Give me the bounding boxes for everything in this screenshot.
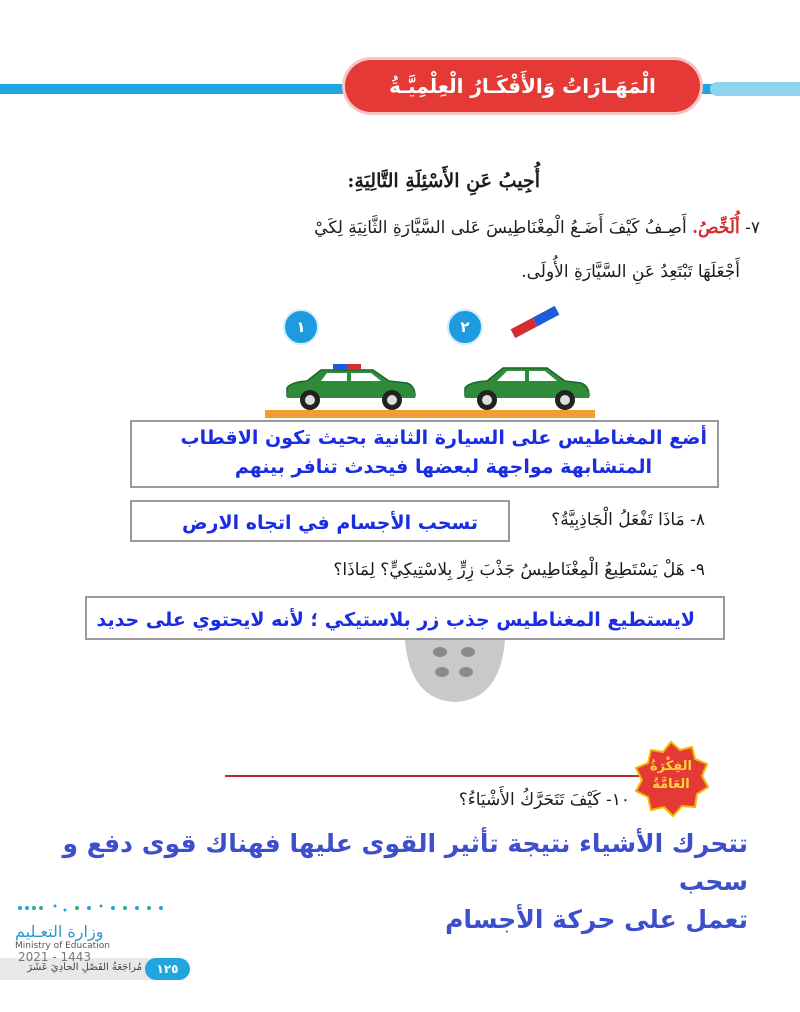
ministry-logo-dots-icon	[15, 902, 165, 914]
answer-9-box	[85, 596, 725, 640]
police-car-icon	[287, 364, 415, 410]
ministry-name-en: Ministry of Education	[15, 941, 110, 951]
answer-9-text: لايستطيع المغناطيس جذب زر بلاستيكي ؛ لأنه لايحتوي على حديد	[96, 609, 695, 631]
cars-figure	[255, 360, 605, 420]
big-idea-badge-line1: الفِكْرَةُ	[649, 759, 692, 774]
ministry-name-ar: وزارة التعـليم	[15, 922, 104, 941]
answer-10-line1: تتحرك الأشياء نتيجة تأثير القوى عليها فهناك قوى دفع و سحب	[62, 829, 748, 896]
answer-8-box	[130, 500, 510, 542]
question-8-number: ٨-	[690, 510, 705, 530]
bar-magnet-icon	[505, 305, 565, 340]
question-9	[185, 560, 705, 580]
page-number-text: ١٢٥	[156, 962, 179, 976]
footer-chapter: مُراجَعَةُ الفَصْلِ الحادِيَ عَشَرَ	[27, 962, 142, 973]
page-number	[145, 958, 190, 980]
green-car-icon	[465, 368, 589, 410]
car-1-marker	[283, 309, 319, 345]
question-10-text: كَيْفَ تَتَحَرَّكُ الأَشْيَاءُ؟	[458, 790, 601, 810]
plastic-button-icon	[400, 640, 510, 705]
big-idea-badge	[642, 758, 700, 794]
question-7-keyword: أُلَخِّصُ.	[692, 218, 740, 238]
car-1-label: ١	[296, 318, 306, 336]
answer-10-line2: تعمل على حركة الأجسام	[445, 905, 748, 934]
footer-year: 2021 - 1443	[18, 950, 92, 964]
track	[265, 410, 595, 418]
big-idea-rule	[225, 775, 650, 777]
header-rule-end	[710, 82, 800, 96]
question-10-number: ١٠-	[605, 790, 630, 810]
answer-7-box	[130, 420, 719, 488]
answer-8-text: تسحب الأجسام في اتجاه الارض	[182, 512, 478, 534]
answer-10	[28, 825, 748, 939]
question-7-number: ٧-	[745, 218, 760, 238]
question-9-text: هَلْ يَسْتَطِيعُ الْمِغْنَاطِيسُ جَذْبَ زِرٍّ بِلاسْتِيكِيٍّ؟ لِمَاذَا؟	[333, 560, 685, 580]
question-8-text: مَاذَا تَفْعَلُ الْجَاذِبِيَّةُ؟	[551, 510, 685, 530]
instructions: أُجِيبُ عَنِ الأَسْئِلَةِ التَّالِيَةِ:	[347, 170, 540, 192]
section-title: الْمَهَـارَاتُ وَالأَفْكَـارُ الْعِلْمِيَّـةُ	[389, 74, 656, 98]
question-7	[60, 218, 760, 238]
car-2-marker	[447, 309, 483, 345]
big-idea-badge-line2: العَامَّةُ	[652, 777, 690, 792]
car-2-label: ٢	[460, 318, 470, 336]
section-title-banner	[345, 60, 700, 112]
question-7-text: أَصِـفُ كَيْفَ أَضَـعُ الْمِغْنَاطِيسَ عَلى السَّيَّارَةِ الثَّانِيَةِ لِكَيْ	[314, 218, 687, 238]
question-9-number: ٩-	[690, 560, 705, 580]
answer-7-line2: المتشابهة مواجهة لبعضها فيحدث تنافر بينهم	[234, 456, 652, 478]
answer-7-line1: أضع المغناطيس على السيارة الثانية بحيث تكون الاقطاب	[180, 427, 707, 449]
question-10	[330, 790, 630, 810]
question-7-line2: أَجْعَلَهَا تَبْتَعِدُ عَنِ السَّيَّارَةِ الأُولَى.	[521, 262, 740, 282]
